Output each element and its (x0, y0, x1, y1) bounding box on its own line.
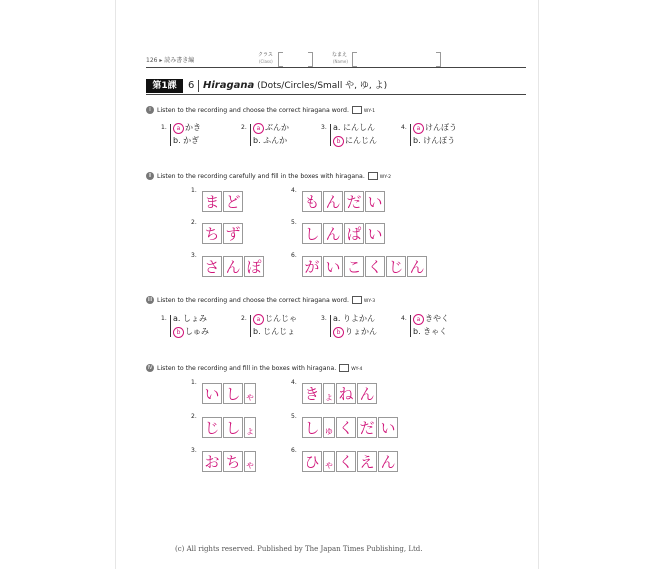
track-id: WY-1 (363, 109, 376, 114)
answer-boxes (202, 256, 265, 277)
item-number: 1. (161, 124, 167, 131)
choice-option-b[interactable] (253, 326, 295, 337)
choice-bracket (170, 315, 171, 337)
choice-option-a[interactable] (173, 313, 207, 324)
answer-circle: b (333, 327, 344, 338)
item-number: 3. (191, 447, 197, 454)
page-header (146, 52, 526, 66)
choice-option-a[interactable] (333, 122, 375, 133)
answer-box[interactable]: く (336, 451, 356, 472)
section-4-instruction (146, 364, 362, 372)
choice-option-b[interactable] (333, 326, 377, 338)
choice-option-a[interactable] (173, 122, 201, 134)
answer-box[interactable]: だ (357, 417, 377, 438)
instruction-text: Listen to the recording and fill in the boxes with hiragana. (157, 365, 337, 372)
answer-box[interactable]: ん (378, 451, 398, 472)
item-number: 5. (291, 413, 297, 420)
answer-circle: a (413, 123, 424, 134)
name-sub: (Name) (333, 59, 348, 64)
option-text: にんしん (343, 123, 375, 132)
instruction-text: Listen to the recording and choose the correct hiragana word. (157, 297, 349, 304)
option-text: しゅみ (185, 327, 209, 336)
choice-option-a[interactable] (253, 122, 289, 134)
section-number: III (147, 297, 153, 303)
answer-box[interactable]: い (365, 223, 385, 244)
answer-box[interactable]: じ (202, 417, 222, 438)
answer-box[interactable]: ひ (302, 451, 322, 472)
answer-box[interactable]: ぽ (244, 256, 264, 277)
speaker-icon[interactable] (368, 172, 378, 180)
section-1-instruction (146, 106, 375, 114)
item-number: 3. (321, 315, 327, 322)
item-number: 1. (161, 315, 167, 322)
answer-circle: b (333, 136, 344, 147)
item-number: 6. (291, 447, 297, 454)
option-letter: b. (173, 136, 184, 145)
answer-box[interactable]: が (302, 256, 322, 277)
track-id: WY-3 (363, 299, 376, 304)
header-rule (146, 67, 526, 68)
option-letter: a. (333, 123, 343, 132)
track-id: WY-2 (379, 175, 391, 180)
answer-boxes (302, 383, 378, 404)
choice-option-b[interactable] (333, 135, 377, 147)
option-letter: b. (413, 136, 424, 145)
name-bracket-right (436, 52, 441, 67)
choice-option-b[interactable] (173, 135, 199, 146)
answer-box[interactable]: じ (386, 256, 406, 277)
lesson-title-rest: (Dots/Circles/Small や, ゆ, よ) (257, 81, 388, 91)
item-number: 1. (191, 379, 197, 386)
option-letter: b. (253, 327, 264, 336)
item-number: 2. (191, 413, 197, 420)
answer-box[interactable]: だ (344, 191, 364, 212)
answer-box[interactable]: い (323, 256, 343, 277)
answer-boxes (202, 223, 244, 244)
answer-box[interactable]: し (223, 383, 243, 404)
choice-bracket (250, 124, 251, 146)
instruction-text: Listen to the recording and choose the correct hiragana word. (157, 107, 349, 114)
answer-box[interactable]: ず (223, 223, 243, 244)
copyright-footer: (c) All rights reserved. Published by The Japan Times Publishing, Ltd. (175, 545, 423, 553)
option-text: にんじん (345, 136, 377, 145)
choice-option-b[interactable] (413, 326, 447, 337)
answer-boxes (202, 383, 257, 404)
section-3-instruction (146, 296, 375, 304)
section-number: IV (147, 365, 153, 371)
answer-box[interactable]: い (202, 383, 222, 404)
answer-circle: a (253, 123, 264, 134)
class-bracket-right (308, 52, 313, 67)
speaker-icon[interactable] (352, 296, 362, 304)
choice-option-a[interactable] (413, 313, 449, 325)
answer-box[interactable]: ゅ (323, 417, 335, 438)
answer-box[interactable]: い (378, 417, 398, 438)
answer-box[interactable]: ゃ (323, 451, 335, 472)
item-number: 4. (401, 315, 407, 322)
choice-option-a[interactable] (333, 313, 375, 324)
answer-boxes (202, 451, 257, 472)
workbook-page (115, 0, 539, 569)
choice-bracket (330, 315, 331, 337)
item-number: 6. (291, 252, 297, 259)
option-text: りょかん (345, 327, 377, 336)
answer-box[interactable]: ち (202, 223, 222, 244)
choice-option-b[interactable] (173, 326, 209, 338)
answer-box[interactable]: さ (202, 256, 222, 277)
answer-box[interactable]: ま (202, 191, 222, 212)
section-2-instruction (146, 172, 391, 180)
lesson-number: 6 (188, 80, 195, 91)
answer-box[interactable]: ど (223, 191, 243, 212)
answer-box[interactable]: も (302, 191, 322, 212)
answer-circle: b (173, 327, 184, 338)
class-sub: (Class) (259, 59, 273, 64)
option-text: しょみ (183, 314, 207, 323)
answer-box[interactable]: し (302, 223, 322, 244)
answer-box[interactable]: ん (223, 256, 243, 277)
answer-box[interactable]: ょ (244, 417, 256, 438)
answer-box[interactable]: ね (336, 383, 356, 404)
choice-bracket (250, 315, 251, 337)
track-id: WY-4 (351, 367, 363, 372)
answer-circle: a (253, 314, 264, 325)
title-separator (198, 80, 199, 92)
choice-bracket (410, 315, 411, 337)
answer-box[interactable]: ん (357, 383, 377, 404)
choice-bracket (410, 124, 411, 146)
option-text: かき (185, 123, 201, 132)
lesson-title (203, 79, 387, 93)
speaker-icon[interactable] (339, 364, 349, 372)
answer-box[interactable]: こ (344, 256, 364, 277)
option-text: じんじょ (263, 327, 296, 336)
answer-box[interactable]: お (202, 451, 222, 472)
choice-option-b[interactable] (253, 135, 287, 146)
answer-box[interactable]: ょ (323, 383, 335, 404)
option-text: ぶんか (265, 123, 289, 132)
item-number: 4. (401, 124, 407, 131)
name-label: なまえ (332, 52, 348, 58)
answer-box[interactable]: ち (223, 451, 243, 472)
item-number: 2. (191, 219, 197, 226)
answer-box[interactable]: え (357, 451, 377, 472)
option-text: きやく (425, 314, 449, 323)
class-label: クラス (258, 52, 273, 58)
section-number: I (146, 106, 154, 114)
option-letter: a. (333, 314, 343, 323)
answer-boxes (302, 191, 386, 212)
page-number: 126 ▸ 読み書き編 (146, 57, 195, 64)
option-letter: a. (173, 314, 183, 323)
choice-option-a[interactable] (253, 313, 297, 325)
answer-box[interactable]: ん (323, 191, 343, 212)
choice-option-a[interactable] (413, 122, 457, 134)
choice-bracket (330, 124, 331, 146)
item-number: 3. (321, 124, 327, 131)
option-text: りよかん (343, 314, 375, 323)
item-number: 4. (291, 379, 297, 386)
option-text: けんぼう (425, 123, 457, 132)
answer-circle: a (173, 123, 184, 134)
instruction-text: Listen to the recording carefully and fill in the boxes with hiragana. (157, 173, 365, 180)
answer-circle: a (413, 314, 424, 325)
item-number: 2. (241, 124, 247, 131)
lesson-title-bar (146, 79, 526, 95)
answer-box[interactable]: し (223, 417, 243, 438)
name-bracket-left (352, 52, 357, 67)
class-bracket-left (278, 52, 283, 67)
lesson-title-main: Hiragana (203, 80, 255, 91)
answer-boxes (202, 191, 244, 212)
answer-box[interactable]: ん (323, 223, 343, 244)
option-text: けんぽう (423, 136, 456, 145)
answer-boxes (302, 451, 399, 472)
option-letter: b. (253, 136, 264, 145)
lesson-badge: 第1課 (146, 79, 183, 93)
answer-boxes (302, 417, 399, 438)
answer-boxes (202, 417, 257, 438)
answer-box[interactable]: く (336, 417, 356, 438)
item-number: 2. (241, 315, 247, 322)
option-text: ふんか (263, 136, 288, 145)
item-number: 5. (291, 219, 297, 226)
answer-box[interactable]: し (302, 417, 322, 438)
option-text: きゃく (423, 327, 448, 336)
speaker-icon[interactable] (352, 106, 362, 114)
answer-box[interactable]: ゃ (244, 451, 256, 472)
item-number: 4. (291, 187, 297, 194)
choice-bracket (170, 124, 171, 146)
section-number: II (146, 172, 154, 180)
item-number: 3. (191, 252, 197, 259)
answer-box[interactable]: い (365, 191, 385, 212)
option-letter: b. (413, 327, 424, 336)
answer-box[interactable]: く (365, 256, 385, 277)
answer-box[interactable]: ぱ (344, 223, 364, 244)
answer-box[interactable]: ん (407, 256, 427, 277)
item-number: 1. (191, 187, 197, 194)
choice-option-b[interactable] (413, 135, 455, 146)
answer-box[interactable]: き (302, 383, 322, 404)
option-text: かぎ (183, 136, 200, 145)
answer-boxes (302, 223, 386, 244)
option-text: じんじゃ (265, 314, 297, 323)
answer-boxes (302, 256, 428, 277)
answer-box[interactable]: ゃ (244, 383, 256, 404)
